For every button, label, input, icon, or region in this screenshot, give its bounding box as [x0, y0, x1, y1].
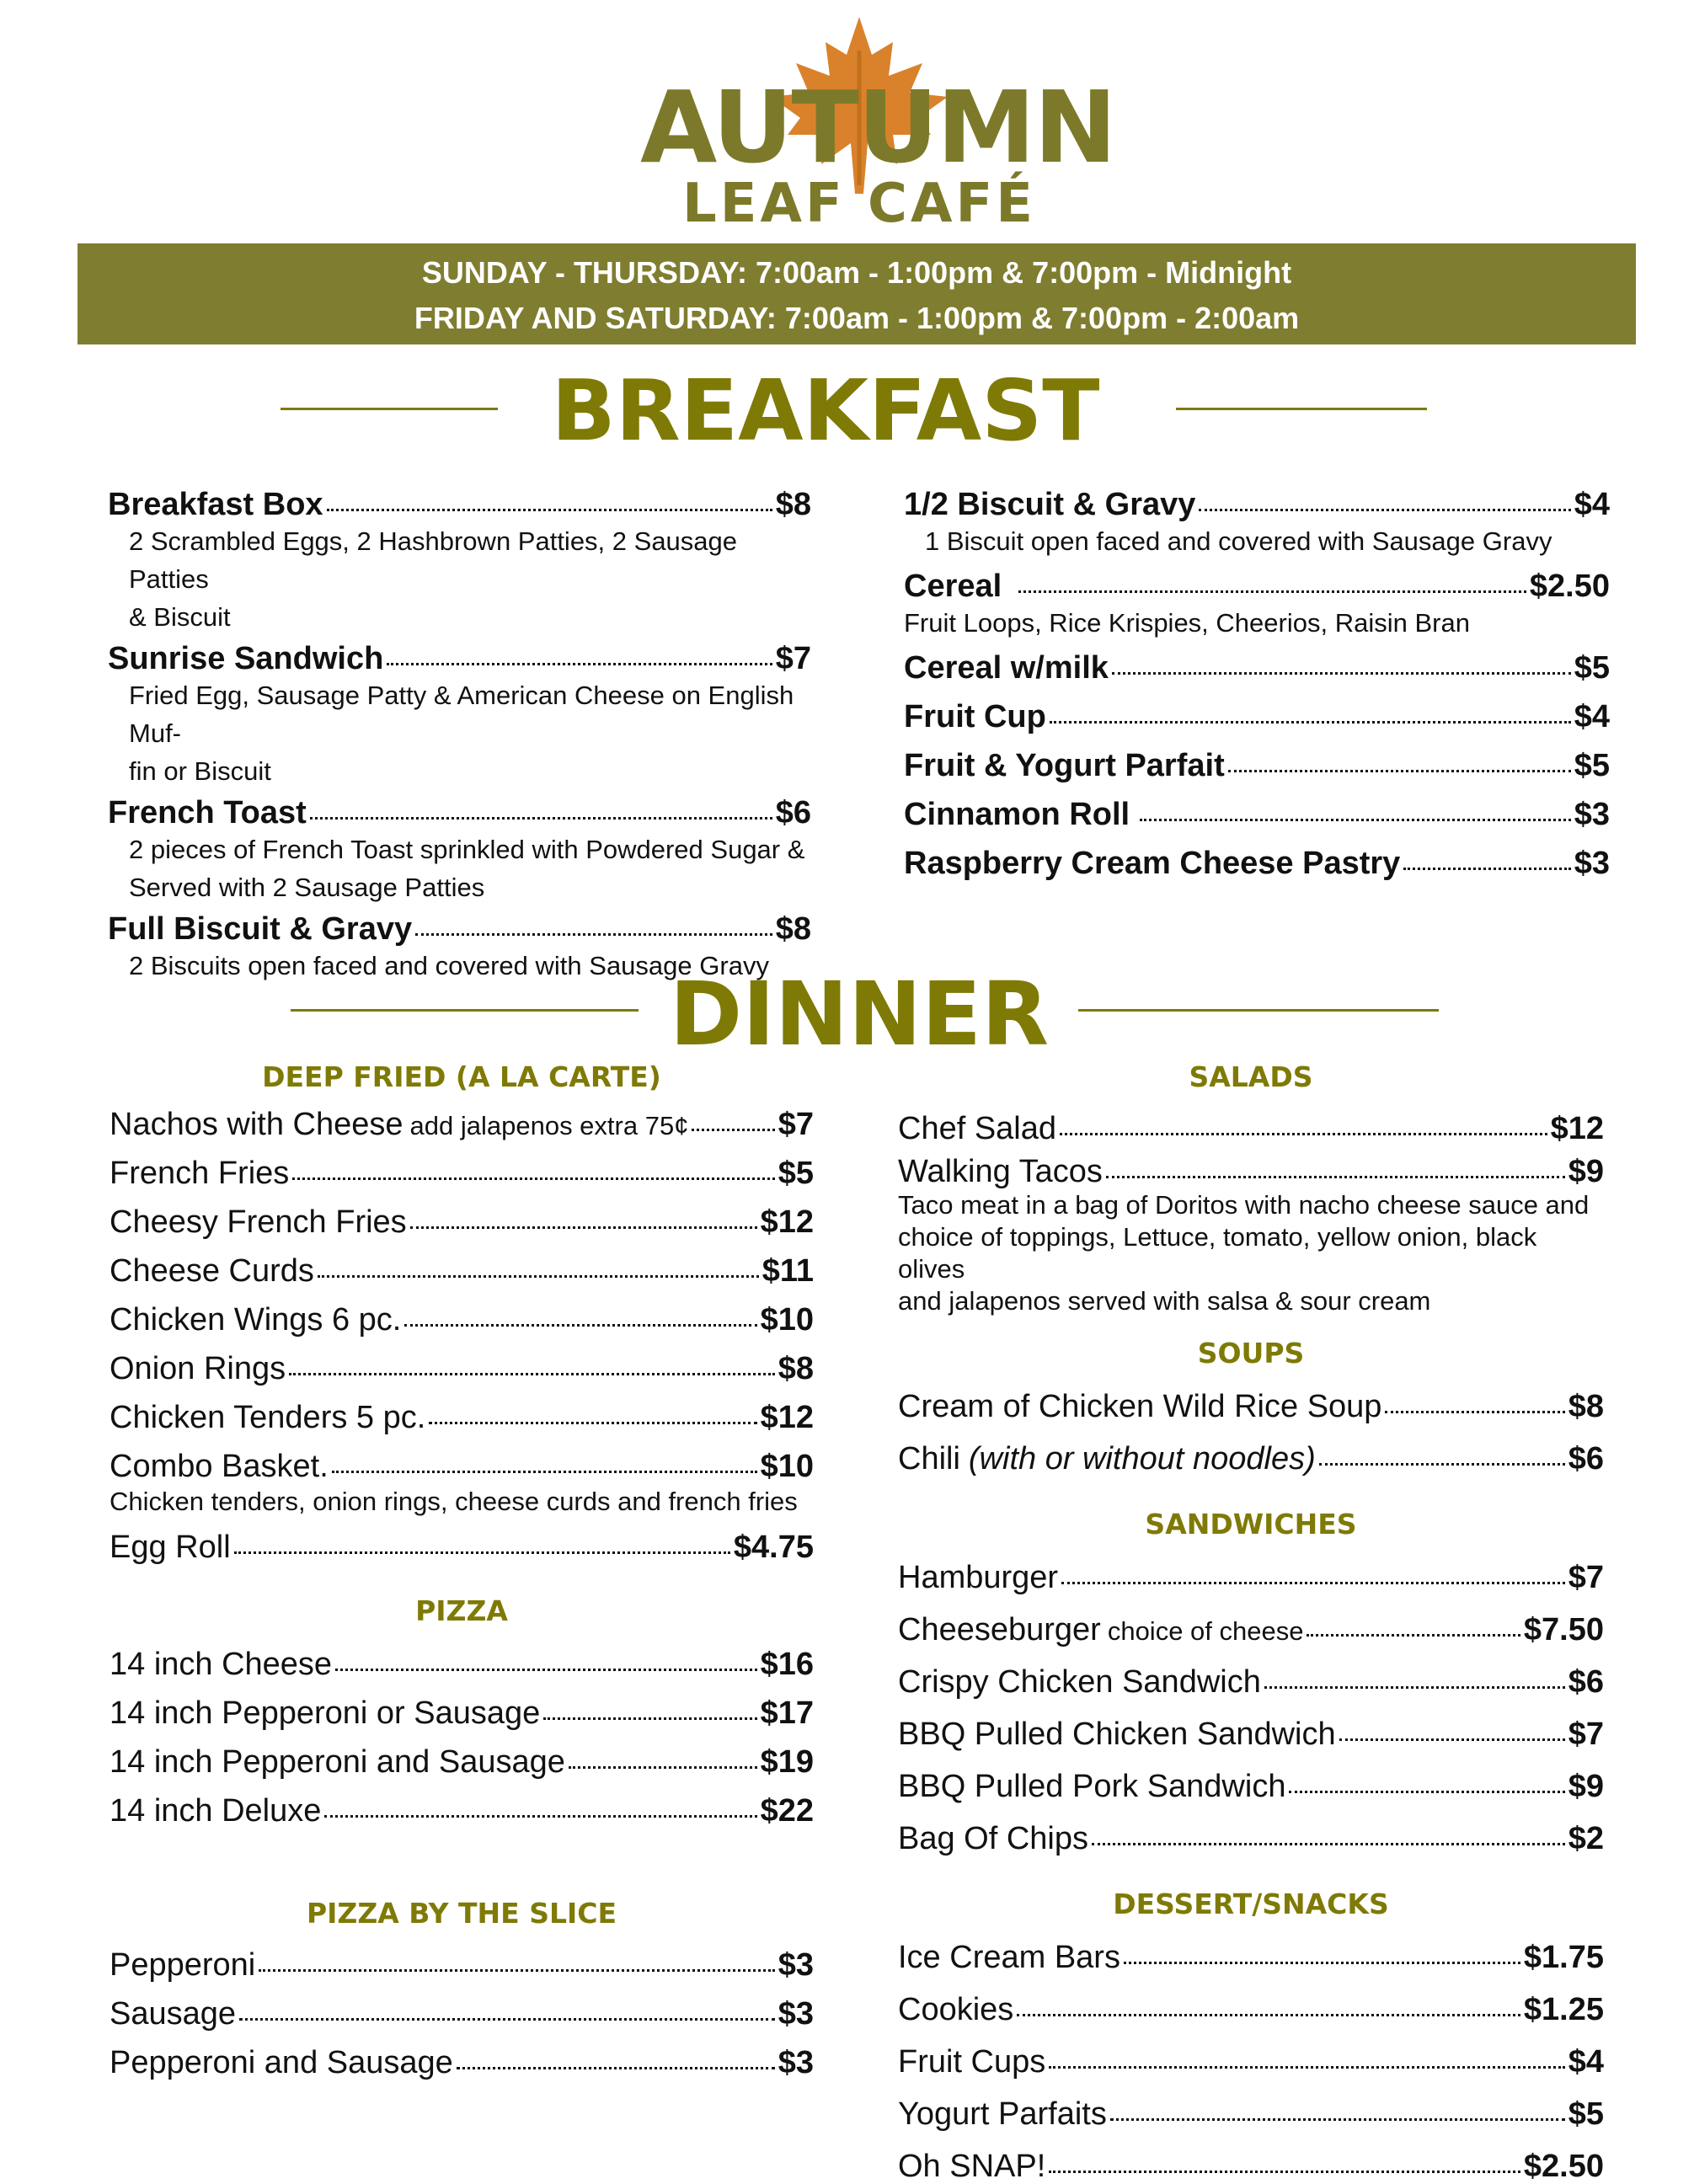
menu-item — [904, 847, 1610, 879]
section-heading-salads: SALADS — [1189, 1060, 1313, 1093]
menu-item — [110, 1746, 814, 1778]
item-price: $5 — [778, 1156, 814, 1191]
dinner-title: DINNER — [669, 963, 1050, 1065]
item-name: Cereal — [904, 569, 1002, 604]
item-price: $1.75 — [1523, 1940, 1604, 1975]
hours-weekday-times: 7:00am - 1:00pm & 7:00pm - Midnight — [746, 255, 1292, 290]
leader-dots — [292, 1177, 774, 1180]
item-name: Pepperoni and Sausage — [110, 2045, 453, 2080]
leader-dots — [410, 1226, 757, 1229]
item-name: 14 inch Pepperoni and Sausage — [110, 1744, 565, 1780]
breakfast-rule-right — [1176, 408, 1427, 410]
menu-item — [898, 1770, 1604, 1802]
leader-dots — [387, 663, 772, 665]
item-price: $7 — [1568, 1717, 1604, 1752]
item-name: Fruit Cups — [898, 2044, 1046, 2080]
item-name: 14 inch Cheese — [110, 1647, 333, 1682]
leader-dots — [289, 1373, 775, 1375]
menu-item — [110, 1255, 814, 1287]
menu-item — [110, 1157, 814, 1189]
leader-dots — [1124, 1962, 1520, 1964]
item-price: $1.25 — [1523, 1992, 1604, 2027]
item-name: Yogurt Parfaits — [898, 2096, 1107, 2132]
leader-dots — [692, 1129, 774, 1131]
leader-dots — [310, 817, 772, 820]
section-heading-pizza: PIZZA — [415, 1594, 508, 1627]
item-name: Ice Cream Bars — [898, 1940, 1120, 1975]
item-name: Cheeseburger — [898, 1612, 1101, 1647]
leader-dots — [1092, 1843, 1565, 1845]
leader-dots — [1307, 1634, 1520, 1637]
leader-dots — [1112, 672, 1571, 675]
leader-dots — [1060, 1133, 1547, 1135]
item-price: $8 — [775, 487, 811, 522]
item-name: Hamburger — [898, 1560, 1059, 1595]
item-description: & Biscuit — [129, 602, 231, 632]
item-price: $3 — [1574, 797, 1610, 832]
leader-dots — [1385, 1411, 1564, 1413]
leader-dots — [324, 1815, 756, 1818]
leader-dots — [1319, 1463, 1565, 1466]
menu-item — [110, 1697, 814, 1729]
item-price: $4.75 — [733, 1530, 814, 1565]
item-note: (with or without noodles) — [968, 1441, 1316, 1476]
item-name: Cinnamon Roll — [904, 797, 1130, 832]
item-description: Chicken tenders, onion rings, cheese curds and french fries — [110, 1487, 798, 1516]
item-name: Cheese Curds — [110, 1253, 314, 1289]
dinner-right-column — [898, 1060, 1604, 2184]
item-price: $3 — [1574, 846, 1610, 881]
pizza-list — [110, 1648, 814, 1827]
item-price: $10 — [760, 1449, 814, 1484]
hours-weekend-times: 7:00am - 1:00pm & 7:00pm - 2:00am — [776, 301, 1300, 335]
menu-item — [898, 1994, 1604, 2026]
leader-dots — [429, 1422, 756, 1424]
item-price: $5 — [1568, 2096, 1604, 2132]
item-name: 1/2 Biscuit & Gravy — [904, 487, 1196, 522]
menu-item — [898, 2098, 1604, 2130]
item-name: Pepperoni — [110, 1947, 256, 1983]
item-description: 2 Scrambled Eggs, 2 Hashbrown Patties, 2 Sausage Patties — [129, 526, 738, 594]
cafe-logo — [640, 17, 1115, 236]
item-price: $3 — [778, 2045, 814, 2080]
menu-item — [898, 1113, 1604, 1145]
menu-item — [904, 489, 1610, 560]
item-name: 14 inch Deluxe — [110, 1793, 322, 1829]
item-price: $11 — [761, 1253, 814, 1289]
leader-dots — [1018, 590, 1526, 593]
breakfast-rule-left — [281, 408, 498, 410]
menu-item — [110, 1949, 814, 1981]
desserts-list — [898, 1941, 1604, 2182]
item-price: $4 — [1568, 2044, 1604, 2080]
hours-weekday-label: SUNDAY - THURSDAY: — [421, 255, 747, 290]
menu-item — [898, 1666, 1604, 1698]
section-heading-soups: SOUPS — [1197, 1337, 1305, 1370]
item-price: $4 — [1574, 487, 1610, 522]
item-name: Nachos with Cheese — [110, 1107, 403, 1142]
item-name: Sausage — [110, 1996, 237, 2032]
item-description: 2 pieces of French Toast sprinkled with Powdered Sugar & — [129, 835, 805, 864]
sandwiches-list — [898, 1562, 1604, 1855]
menu-item — [898, 1443, 1604, 1475]
item-name: Cereal w/milk — [904, 650, 1109, 686]
leader-dots — [1199, 509, 1570, 511]
menu-item — [904, 652, 1610, 684]
item-name: Chef Salad — [898, 1111, 1057, 1146]
menu-item — [898, 1391, 1604, 1423]
item-price: $12 — [760, 1400, 814, 1435]
menu-item — [110, 1108, 814, 1140]
dinner-left-column — [110, 1060, 814, 2080]
item-price: $10 — [760, 1302, 814, 1338]
menu-item — [110, 1402, 814, 1434]
hours-weekend — [77, 301, 1636, 336]
leader-dots — [332, 1471, 757, 1473]
item-name: French Toast — [108, 795, 307, 830]
leader-dots — [1264, 1686, 1565, 1689]
menu-item — [108, 643, 811, 790]
soups-list — [898, 1391, 1604, 1475]
item-name: Onion Rings — [110, 1351, 286, 1386]
section-heading-deep-fried: DEEP FRIED (A LA CARTE) — [262, 1060, 661, 1093]
leader-dots — [1017, 2014, 1520, 2016]
menu-item — [898, 1156, 1604, 1188]
breakfast-left-column — [108, 489, 811, 985]
item-name: Fruit & Yogurt Parfait — [904, 748, 1225, 783]
section-heading-pizza-by-slice: PIZZA BY THE SLICE — [306, 1897, 617, 1930]
deep-fried-list — [110, 1108, 814, 1563]
menu-item — [898, 1718, 1604, 1750]
menu-item — [110, 1206, 814, 1238]
item-name: Full Biscuit & Gravy — [108, 911, 413, 947]
leader-dots — [1140, 819, 1571, 821]
leader-dots — [1289, 1791, 1564, 1793]
item-price: $4 — [1574, 699, 1610, 734]
item-name: Fruit Cup — [904, 699, 1046, 734]
item-price: $2.50 — [1529, 569, 1610, 604]
item-price: $22 — [760, 1793, 814, 1829]
logo-word-autumn: AUTUMN — [640, 69, 1115, 185]
item-description: choice of toppings, Lettuce, tomato, yellow onion, black olives — [898, 1222, 1537, 1284]
item-description: and jalapenos served with salsa & sour cream — [898, 1286, 1431, 1316]
item-price: $7.50 — [1523, 1612, 1604, 1647]
item-price: $6 — [1568, 1664, 1604, 1700]
item-price: $19 — [760, 1744, 814, 1780]
menu-item — [110, 1795, 814, 1827]
leader-dots — [1049, 2171, 1520, 2173]
item-price: $7 — [778, 1107, 814, 1142]
item-price: $12 — [1550, 1111, 1604, 1146]
leader-dots — [234, 1551, 730, 1554]
item-name: Bag Of Chips — [898, 1821, 1088, 1856]
hours-weekday — [77, 255, 1636, 291]
menu-item — [108, 489, 811, 636]
menu-item — [904, 798, 1610, 830]
item-price: $16 — [760, 1647, 814, 1682]
menu-item — [110, 2047, 814, 2079]
item-name: Walking Tacos — [898, 1154, 1103, 1189]
item-name: Raspberry Cream Cheese Pastry — [904, 846, 1401, 881]
pizza-slice-list — [110, 1949, 814, 2079]
item-name: French Fries — [110, 1156, 290, 1191]
item-price: $5 — [1574, 650, 1610, 686]
item-description: Served with 2 Sausage Patties — [129, 873, 485, 902]
item-name: Crispy Chicken Sandwich — [898, 1664, 1261, 1700]
leader-dots — [457, 2067, 775, 2069]
item-name: Breakfast Box — [108, 487, 323, 522]
leader-dots — [543, 1717, 756, 1720]
leader-dots — [1228, 770, 1571, 772]
item-name: Cookies — [898, 1992, 1014, 2027]
leader-dots — [1106, 1176, 1565, 1178]
item-description: 2 Biscuits open faced and covered with Sausage Gravy — [129, 951, 769, 980]
hours-banner — [77, 243, 1636, 344]
leader-dots — [335, 1669, 757, 1671]
item-name: Chili — [898, 1441, 960, 1476]
menu-item — [898, 2046, 1604, 2078]
item-price: $3 — [778, 1996, 814, 2032]
item-name: Oh SNAP! — [898, 2149, 1046, 2184]
hours-weekend-label: FRIDAY AND SATURDAY: — [414, 301, 777, 335]
item-note: add jalapenos extra 75¢ — [409, 1111, 689, 1140]
section-heading-sandwiches: SANDWICHES — [1145, 1508, 1357, 1541]
item-note: choice of cheese — [1107, 1616, 1304, 1646]
menu-item — [904, 701, 1610, 733]
menu-item — [904, 570, 1610, 642]
item-price: $3 — [778, 1947, 814, 1983]
item-description: 1 Biscuit open faced and covered with Sausage Gravy — [925, 526, 1552, 556]
item-price: $8 — [775, 911, 811, 947]
leader-dots — [1339, 1738, 1565, 1741]
section-heading-desserts: DESSERT/SNACKS — [1113, 1888, 1389, 1920]
item-description: Fried Egg, Sausage Patty & American Cheese on English Muf- — [129, 681, 794, 748]
item-price: $5 — [1574, 748, 1610, 783]
breakfast-title: BREAKFAST — [551, 361, 1100, 460]
item-price: $2 — [1568, 1821, 1604, 1856]
menu-item — [898, 1941, 1604, 1973]
menu-item — [898, 2150, 1604, 2182]
menu-item — [110, 1450, 814, 1482]
item-name: BBQ Pulled Pork Sandwich — [898, 1769, 1286, 1804]
menu-item — [110, 1531, 814, 1563]
menu-item — [110, 1304, 814, 1336]
item-price: $7 — [775, 641, 811, 676]
breakfast-right-column — [904, 489, 1610, 879]
leader-dots — [569, 1766, 757, 1769]
item-name: Egg Roll — [110, 1530, 231, 1565]
leader-dots — [404, 1324, 756, 1327]
item-description: fin or Biscuit — [129, 756, 271, 786]
dinner-rule-left — [291, 1009, 639, 1012]
item-name: Chicken Tenders 5 pc. — [110, 1400, 426, 1435]
menu-item — [898, 1562, 1604, 1594]
item-price: $9 — [1568, 1769, 1604, 1804]
item-price: $17 — [760, 1695, 814, 1731]
item-name: BBQ Pulled Chicken Sandwich — [898, 1717, 1336, 1752]
item-name: 14 inch Pepperoni or Sausage — [110, 1695, 541, 1731]
leader-dots — [1403, 868, 1570, 870]
leader-dots — [239, 2018, 775, 2021]
leader-dots — [327, 509, 772, 511]
menu-item — [904, 750, 1610, 782]
menu-item — [110, 1353, 814, 1385]
leader-dots — [259, 1969, 774, 1972]
item-price: $12 — [760, 1204, 814, 1240]
leader-dots — [318, 1275, 759, 1278]
logo-word-leaf-cafe: LEAF CAFÉ — [682, 173, 1036, 235]
item-name: Combo Basket. — [110, 1449, 329, 1484]
item-name: Chicken Wings 6 pc. — [110, 1302, 402, 1338]
menu-item — [108, 797, 811, 906]
item-price: $8 — [1568, 1389, 1604, 1424]
leader-dots — [1110, 2118, 1565, 2121]
leader-dots — [1050, 721, 1571, 724]
item-name: Sunrise Sandwich — [108, 641, 384, 676]
menu-item — [898, 1614, 1604, 1646]
item-name: Cheesy French Fries — [110, 1204, 407, 1240]
menu-item — [898, 1823, 1604, 1855]
item-name: Cream of Chicken Wild Rice Soup — [898, 1389, 1382, 1424]
dinner-rule-right — [1078, 1009, 1439, 1012]
leader-dots — [1061, 1582, 1565, 1584]
menu-item — [110, 1998, 814, 2030]
item-price: $8 — [778, 1351, 814, 1386]
item-description: Fruit Loops, Rice Krispies, Cheerios, Raisin Bran — [904, 608, 1470, 638]
item-description: Taco meat in a bag of Doritos with nacho cheese sauce and — [898, 1190, 1590, 1220]
item-price: $2.50 — [1523, 2149, 1604, 2184]
menu-item — [110, 1648, 814, 1680]
item-price: $6 — [775, 795, 811, 830]
salads-list — [898, 1113, 1604, 1317]
item-price: $6 — [1568, 1441, 1604, 1476]
item-price: $7 — [1568, 1560, 1604, 1595]
leader-dots — [415, 933, 772, 936]
item-price: $9 — [1568, 1154, 1604, 1189]
leader-dots — [1049, 2066, 1564, 2069]
